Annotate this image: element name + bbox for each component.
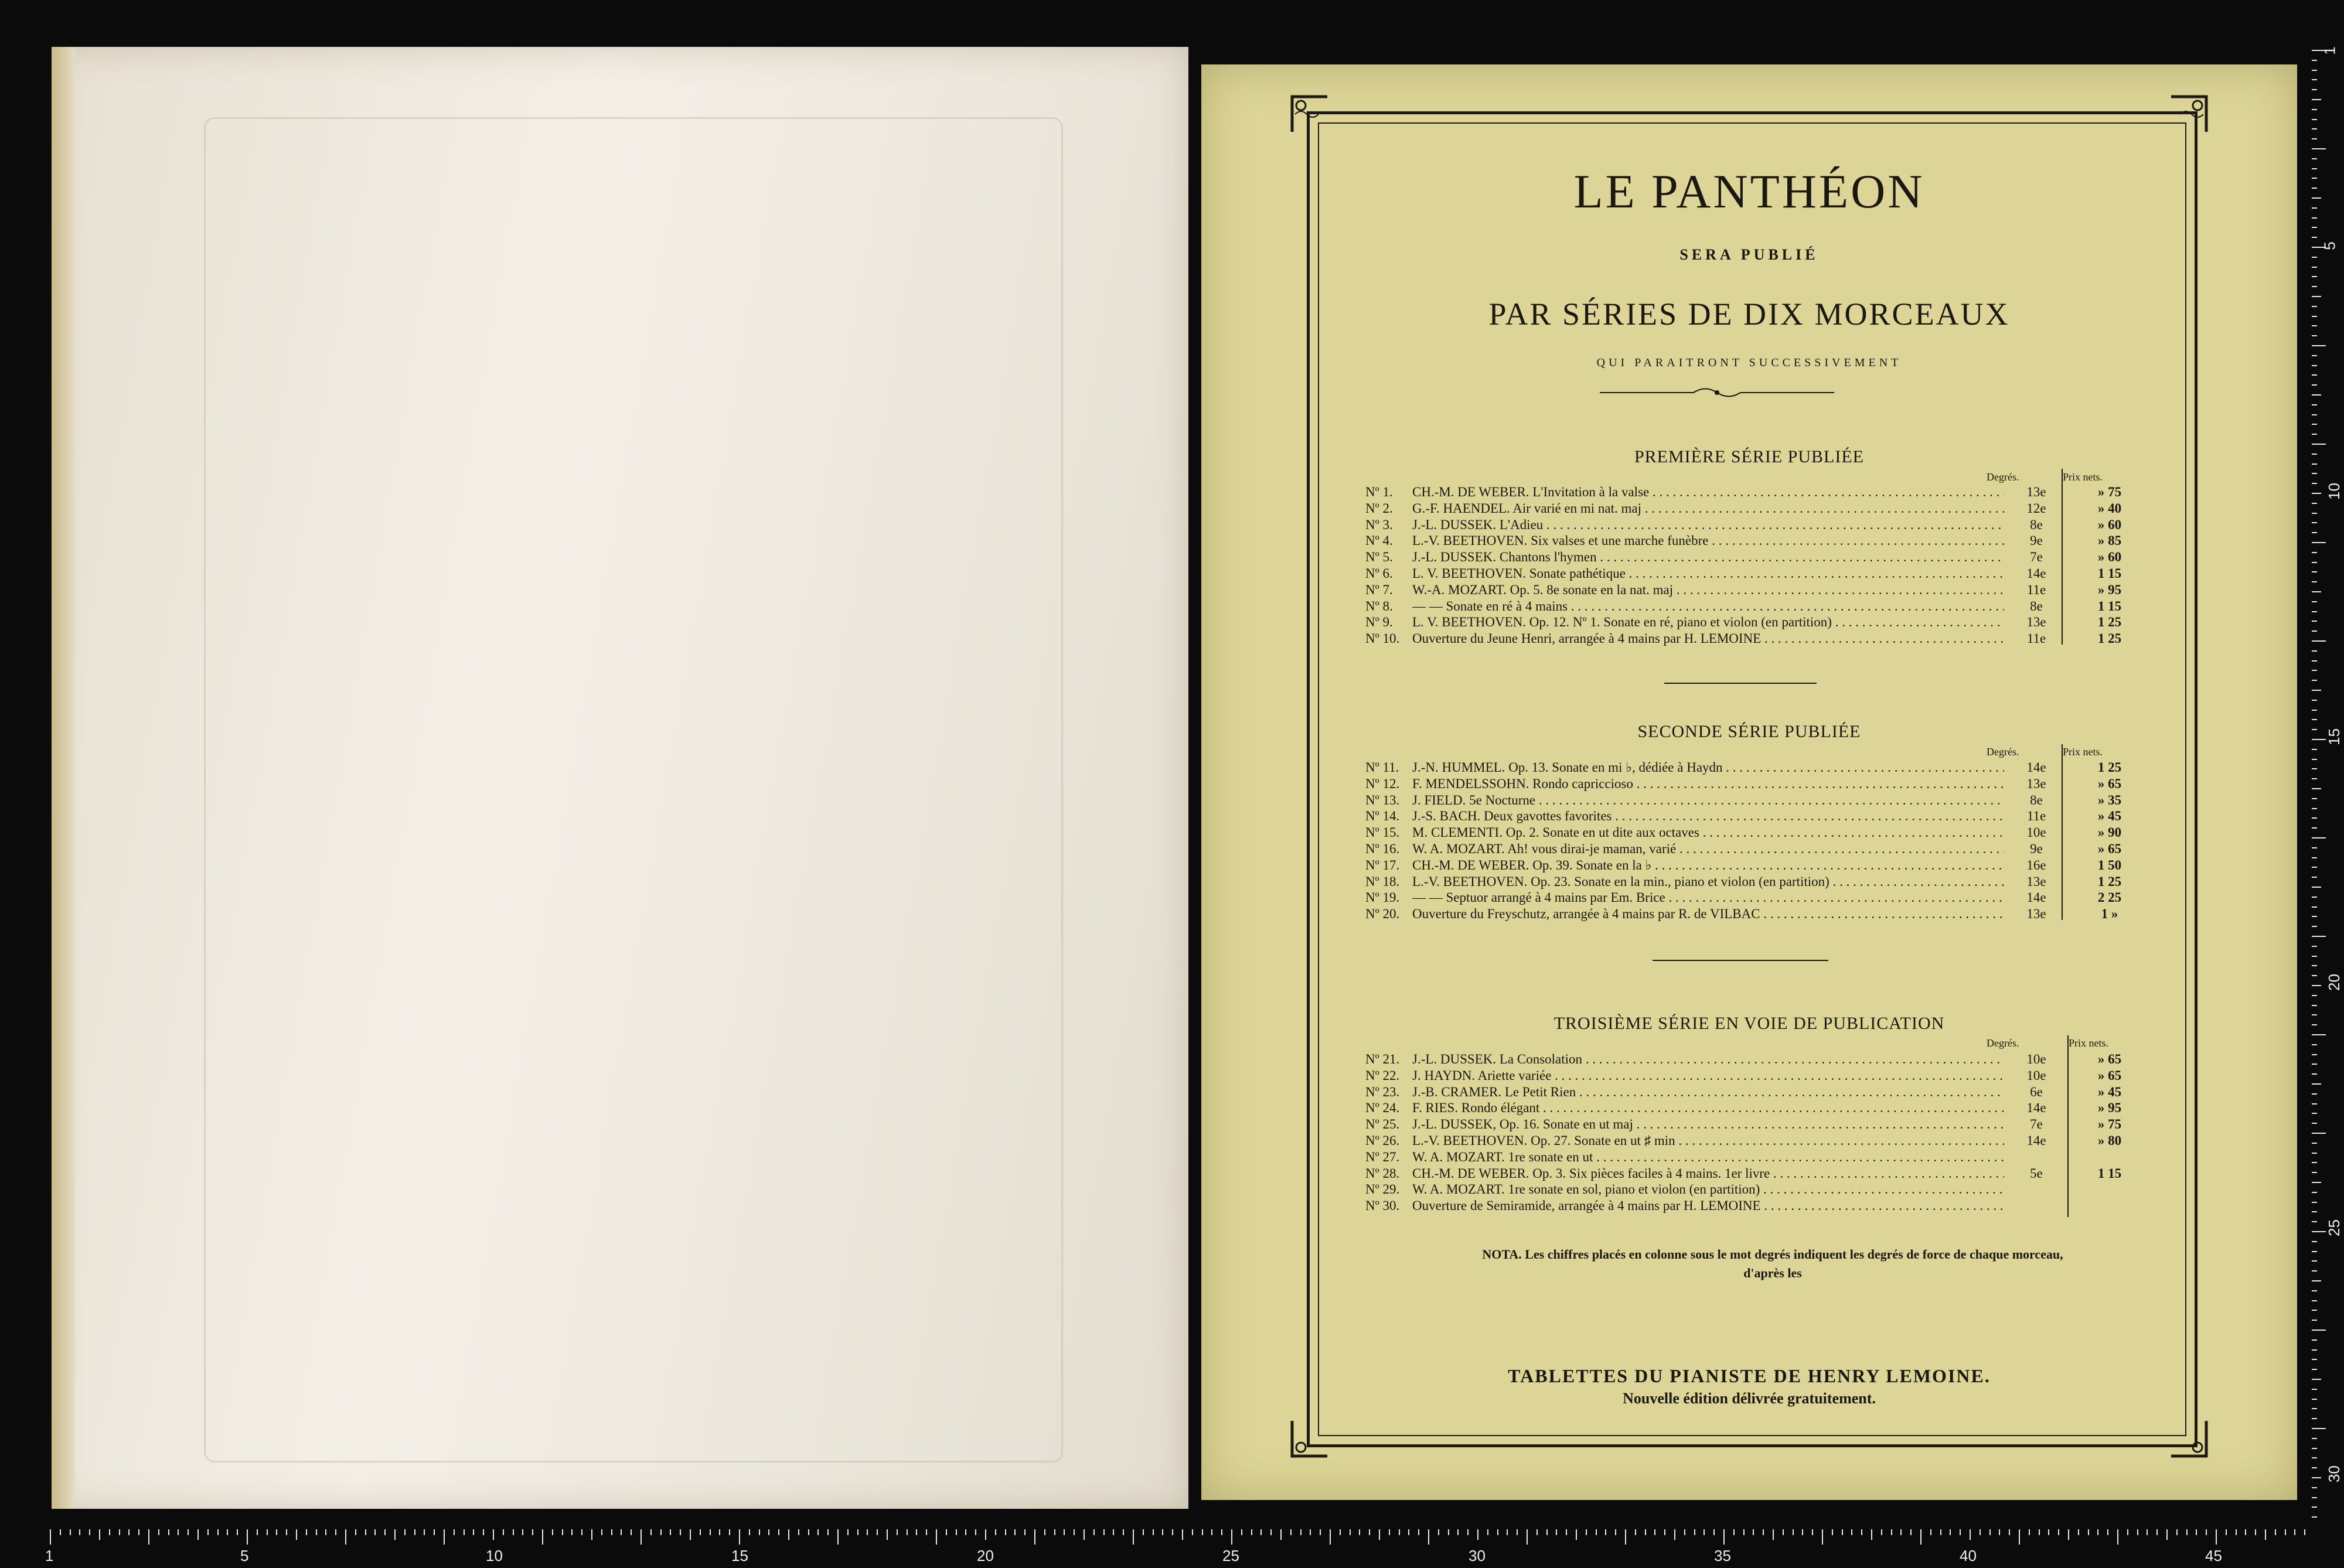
item-num: Nº 5.	[1365, 550, 1393, 565]
item-num: Nº 25.	[1365, 1117, 1400, 1132]
ruler-label: 45	[2205, 1547, 2222, 1564]
list-item	[1365, 582, 2180, 598]
ruler-label: 35	[1714, 1547, 1731, 1564]
item-price: » 65	[2097, 1052, 2122, 1066]
first-series-heading: PREMIÈRE SÉRIE PUBLIÉE	[1634, 447, 1864, 466]
item-deg: 6e	[2030, 1084, 2043, 1099]
item-num: Nº 30.	[1365, 1198, 1400, 1214]
item-text: M. CLEMENTI. Op. 2. Sonate en ut dite aux octaves . . .	[1412, 825, 2004, 840]
ruler-label: 10	[486, 1547, 503, 1564]
item-text: W. A. MOZART. Ah! vous dirai-je maman, varié . . .	[1412, 841, 2004, 857]
item-deg: 13e	[2026, 874, 2046, 889]
list-item	[1365, 1117, 2180, 1133]
item-text: W.-A. MOZART. Op. 5. 8e sonate en la nat. maj . . .	[1412, 582, 2004, 598]
item-num: Nº 13.	[1365, 792, 1400, 807]
ruler-label: 30	[1469, 1547, 1486, 1564]
item-num: Nº 11.	[1365, 760, 1399, 775]
item-text: L.-V. BEETHOVEN. Op. 27. Sonate en ut ♯ min . . .	[1412, 1133, 2004, 1148]
item-deg: 14e	[2026, 1100, 2046, 1116]
ruler-horizontal	[0, 1529, 2344, 1568]
corner-ornament-icon	[2168, 1418, 2209, 1459]
item-num: Nº 18.	[1365, 874, 1400, 889]
item-text: J.-L. DUSSEK. L'Adieu . . .	[1412, 517, 2004, 533]
item-price: » 60	[2097, 517, 2122, 532]
page-title: LE PANTHÉON	[1573, 165, 1925, 218]
item-deg: 16e	[2026, 857, 2046, 872]
item-text: J.-B. CRAMER. Le Petit Rien . . .	[1412, 1085, 2004, 1100]
item-text: J. FIELD. 5e Nocturne . . .	[1412, 793, 2004, 808]
item-text: J.-L. DUSSEK, Op. 16. Sonate en ut maj . . .	[1412, 1117, 2004, 1132]
item-text: J. HAYDN. Ariette variée . . .	[1412, 1068, 2004, 1083]
item-deg: 13e	[2026, 615, 2046, 630]
nota-text: NOTA. Les chiffres placés en colonne sous le mot degrés indiquent les degrés de force de chaque morceau,	[1482, 1247, 2063, 1262]
list-item	[1365, 760, 2180, 776]
column-prix: Prix nets.	[2063, 746, 2103, 758]
item-num: Nº 1.	[1365, 485, 1393, 499]
item-deg: 14e	[2026, 890, 2046, 905]
item-deg: 9e	[2030, 533, 2043, 548]
item-price: » 95	[2097, 582, 2122, 597]
third-series-heading: TROISIÈME SÉRIE EN VOIE DE PUBLICATION	[1553, 1014, 1945, 1033]
ruler-label: 5	[2321, 241, 2339, 250]
item-text: W. A. MOZART. 1re sonate en sol, piano et violon (en partition) . . .	[1412, 1182, 2004, 1197]
column-degres: Degrés.	[1987, 746, 2019, 758]
list-item	[1365, 1052, 2180, 1068]
item-num: Nº 2.	[1365, 500, 1393, 516]
item-text: CH.-M. DE WEBER. Op. 39. Sonate en la ♭ . . .	[1412, 858, 2004, 873]
item-price: 1 15	[2097, 598, 2122, 613]
right-page-catalogue	[1201, 64, 2297, 1500]
ruler-vertical	[2312, 0, 2344, 1529]
item-deg: 8e	[2030, 598, 2043, 613]
list-item	[1365, 1068, 2180, 1084]
ruler-label: 25	[2325, 1219, 2343, 1236]
item-deg: 14e	[2026, 566, 2046, 581]
item-deg: 9e	[2030, 841, 2043, 856]
item-text: Ouverture du Jeune Henri, arrangée à 4 mains par H. LEMOINE . . .	[1412, 631, 2004, 646]
list-item	[1365, 631, 2180, 647]
item-num: Nº 15.	[1365, 825, 1400, 840]
nouvelle-edition: Nouvelle édition délivrée gratuitement.	[1623, 1390, 1876, 1407]
item-num: Nº 3.	[1365, 517, 1393, 532]
item-deg: 10e	[2026, 825, 2046, 840]
item-num: Nº 17.	[1365, 857, 1400, 872]
ruler-label: 5	[240, 1547, 249, 1564]
list-item	[1365, 1085, 2180, 1100]
item-price: 2 25	[2097, 890, 2122, 905]
ruler-label: 1	[45, 1547, 54, 1564]
list-item	[1365, 550, 2180, 565]
item-text: CH.-M. DE WEBER. Op. 3. Six pièces faciles à 4 mains. 1er livre . . .	[1412, 1166, 2004, 1181]
item-num: Nº 24.	[1365, 1100, 1400, 1116]
list-item	[1365, 825, 2180, 841]
list-item	[1365, 874, 2180, 890]
item-text: J.-S. BACH. Deux gavottes favorites . . .	[1412, 809, 2004, 824]
column-degres: Degrés.	[1987, 471, 2019, 483]
item-price: » 90	[2097, 825, 2122, 840]
item-price: » 65	[2097, 841, 2122, 856]
item-price: 1 25	[2097, 615, 2122, 630]
item-price: » 75	[2097, 485, 2122, 499]
list-item	[1365, 858, 2180, 874]
item-deg: 14e	[2026, 1133, 2046, 1148]
item-deg: 10e	[2026, 1052, 2046, 1066]
list-item	[1365, 841, 2180, 857]
item-deg: 11e	[2026, 582, 2046, 597]
ruler-label: 10	[2325, 483, 2343, 500]
subtitle-sera: SERA PUBLIÉ	[1679, 246, 1819, 263]
list-item	[1365, 793, 2180, 809]
list-item	[1365, 501, 2180, 517]
second-series-heading: SECONDE SÉRIE PUBLIÉE	[1637, 722, 1861, 741]
item-num: Nº 6.	[1365, 566, 1393, 581]
item-price: » 60	[2097, 550, 2122, 565]
item-text: L. V. BEETHOVEN. Sonate pathétique . . .	[1412, 566, 2004, 581]
item-deg: 8e	[2030, 517, 2043, 532]
item-text: W. A. MOZART. 1re sonate en ut . . .	[1412, 1150, 2004, 1165]
item-num: Nº 10.	[1365, 631, 1400, 646]
ruler-label: 25	[1222, 1547, 1239, 1564]
list-item	[1365, 1133, 2180, 1149]
item-text: L.-V. BEETHOVEN. Six valses et une marche funèbre . . .	[1412, 533, 2004, 548]
divider	[1664, 683, 1817, 684]
item-num: Nº 14.	[1365, 809, 1400, 824]
item-num: Nº 21.	[1365, 1052, 1400, 1066]
item-text: L.-V. BEETHOVEN. Op. 23. Sonate en la min., piano et violon (en partition) . . .	[1412, 874, 2004, 889]
list-item	[1365, 517, 2180, 533]
item-num: Nº 23.	[1365, 1084, 1400, 1099]
item-deg: 7e	[2030, 550, 2043, 565]
item-deg: 14e	[2026, 760, 2046, 775]
list-item	[1365, 809, 2180, 824]
list-item	[1365, 1100, 2180, 1116]
item-text: — — Sonate en ré à 4 mains . . .	[1412, 599, 2004, 614]
item-num: Nº 4.	[1365, 533, 1393, 548]
item-text: G.-F. HAENDEL. Air varié en mi nat. maj . . .	[1412, 501, 2004, 516]
item-text: L. V. BEETHOVEN. Op. 12. Nº 1. Sonate en ré, piano et violon (en partition) . . .	[1412, 615, 2004, 630]
ruler-label: 20	[977, 1547, 994, 1564]
column-degres: Degrés.	[1987, 1037, 2019, 1049]
item-price: » 75	[2097, 1117, 2122, 1132]
embossed-border	[204, 117, 1063, 1463]
subtitle-successivement: QUI PARAITRONT SUCCESSIVEMENT	[1596, 356, 1902, 369]
item-price: » 45	[2097, 1084, 2122, 1099]
item-price: » 95	[2097, 1100, 2122, 1116]
item-price: » 80	[2097, 1133, 2122, 1148]
item-text: F. MENDELSSOHN. Rondo capriccioso . . .	[1412, 776, 2004, 792]
item-text: J.-N. HUMMEL. Op. 13. Sonate en mi ♭, dédiée à Haydn . . .	[1412, 760, 2004, 775]
item-deg: 5e	[2030, 1165, 2043, 1181]
corner-ornament-icon	[2168, 94, 2209, 135]
item-text: Ouverture du Freyschutz, arrangée à 4 mains par R. de VILBAC . . .	[1412, 906, 2004, 922]
tablettes-title: TABLETTES DU PIANISTE DE HENRY LEMOINE.	[1508, 1365, 1991, 1386]
item-text: CH.-M. DE WEBER. L'Invitation à la valse . . .	[1412, 485, 2004, 500]
item-price: 1 15	[2097, 1165, 2122, 1181]
item-text: Ouverture de Semiramide, arrangée à 4 mains par H. LEMOINE . . .	[1412, 1198, 2004, 1214]
list-item	[1365, 906, 2180, 922]
list-item	[1365, 1198, 2180, 1214]
item-text: J.-L. DUSSEK. Chantons l'hymen . . .	[1412, 550, 2004, 565]
item-num: Nº 8.	[1365, 598, 1393, 613]
list-item	[1365, 1182, 2180, 1198]
list-item	[1365, 890, 2180, 906]
item-num: Nº 16.	[1365, 841, 1400, 856]
item-deg: 11e	[2026, 631, 2046, 646]
item-price: » 65	[2097, 776, 2122, 791]
column-prix: Prix nets.	[2069, 1037, 2109, 1049]
item-deg: 8e	[2030, 792, 2043, 807]
item-price: 1 25	[2097, 874, 2122, 889]
item-deg: 11e	[2026, 809, 2046, 824]
list-item	[1365, 776, 2180, 792]
item-price: » 40	[2097, 500, 2122, 516]
flourish-ornament-icon	[1600, 384, 1834, 401]
ruler-label: 15	[2325, 728, 2343, 745]
ruler-label: 40	[1960, 1547, 1977, 1564]
item-price: 1 »	[2101, 906, 2118, 922]
divider	[1653, 960, 1828, 961]
item-num: Nº 9.	[1365, 615, 1393, 630]
nota-text-2: d'après les	[1743, 1266, 1802, 1280]
list-item	[1365, 1166, 2180, 1182]
ruler-label: 1	[2321, 46, 2339, 55]
corner-ornament-icon	[1289, 94, 1330, 135]
list-item	[1365, 615, 2180, 630]
item-price: 1 50	[2097, 857, 2122, 872]
item-num: Nº 27.	[1365, 1149, 1400, 1164]
item-price: » 45	[2097, 809, 2122, 824]
item-price: » 35	[2097, 792, 2122, 807]
item-num: Nº 12.	[1365, 776, 1400, 791]
item-num: Nº 26.	[1365, 1133, 1400, 1148]
list-item	[1365, 599, 2180, 615]
item-price: 1 25	[2097, 631, 2122, 646]
item-deg: 10e	[2026, 1068, 2046, 1083]
item-num: Nº 29.	[1365, 1182, 1400, 1197]
ruler-label: 30	[2325, 1465, 2343, 1482]
item-num: Nº 22.	[1365, 1068, 1400, 1083]
corner-ornament-icon	[1289, 1418, 1330, 1459]
item-price: » 85	[2097, 533, 2122, 548]
ruler-label: 20	[2325, 974, 2343, 991]
item-deg: 12e	[2026, 500, 2046, 516]
page-edge	[52, 47, 75, 1509]
item-num: Nº 7.	[1365, 582, 1393, 597]
list-item	[1365, 1150, 2180, 1165]
ruler-label: 15	[731, 1547, 748, 1564]
item-deg: 13e	[2026, 906, 2046, 922]
item-deg: 13e	[2026, 776, 2046, 791]
column-prix: Prix nets.	[2063, 471, 2103, 483]
item-price: 1 25	[2097, 760, 2122, 775]
item-deg: 7e	[2030, 1117, 2043, 1132]
item-deg: 13e	[2026, 485, 2046, 499]
item-num: Nº 20.	[1365, 906, 1400, 922]
subtitle-series: PAR SÉRIES DE DIX MORCEAUX	[1488, 296, 2010, 332]
left-page-blank	[52, 47, 1188, 1509]
item-text: — — Septuor arrangé à 4 mains par Em. Brice . . .	[1412, 890, 2004, 905]
list-item	[1365, 485, 2180, 500]
item-num: Nº 19.	[1365, 890, 1400, 905]
item-text: J.-L. DUSSEK. La Consolation . . .	[1412, 1052, 2004, 1067]
item-price: 1 15	[2097, 566, 2122, 581]
list-item	[1365, 566, 2180, 582]
item-text: F. RIES. Rondo élégant . . .	[1412, 1100, 2004, 1116]
list-item	[1365, 533, 2180, 549]
item-num: Nº 28.	[1365, 1165, 1400, 1181]
item-price: » 65	[2097, 1068, 2122, 1083]
